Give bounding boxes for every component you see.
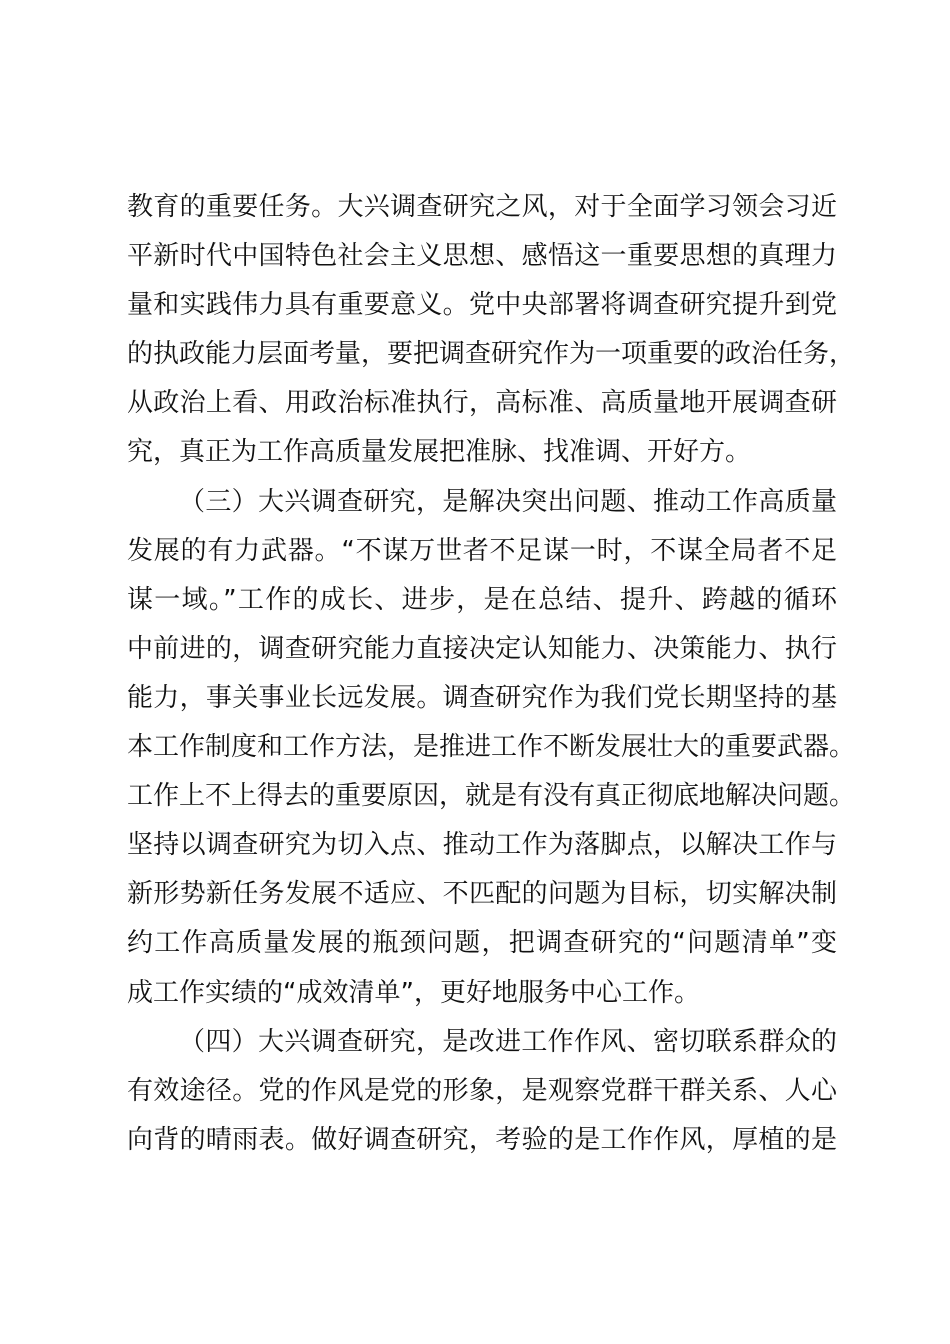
text-line: 有效途径。党的作风是党的形象，是观察党群干群关系、人心: [127, 1075, 837, 1106]
paragraph-heading-line: （三）大兴调查研究，是解决突出问题、推动工作高质量: [179, 486, 837, 517]
text-line: 工作上不上得去的重要原因，就是有没有真正彻底地解决问题。: [127, 781, 856, 812]
text-line: 发展的有力武器。“不谋万世者不足谋一时，不谋全局者不足: [127, 535, 837, 566]
text-line: 教育的重要任务。大兴调查研究之风，对于全面学习领会习近: [127, 192, 837, 222]
text-line: 平新时代中国特色社会主义思想、感悟这一重要思想的真理力: [127, 241, 837, 272]
text-line: 约工作高质量发展的瓶颈问题，把调查研究的“问题清单”变: [127, 928, 837, 959]
text-line: 量和实践伟力具有重要意义。党中央部署将调查研究提升到党: [127, 290, 837, 321]
text-line: 坚持以调查研究为切入点、推动工作为落脚点，以解决工作与: [127, 830, 837, 861]
text-line: 究，真正为工作高质量发展把准脉、找准调、开好方。: [127, 437, 752, 468]
text-line: 从政治上看、用政治标准执行，高标准、高质量地开展调查研: [127, 388, 837, 419]
text-line: 中前进的，调查研究能力直接决定认知能力、决策能力、执行: [127, 633, 837, 664]
paragraph-heading-line: （四）大兴调查研究，是改进工作作风、密切联系群众的: [179, 1026, 837, 1057]
body-text: [127, 183, 856, 1165]
text-line: 本工作制度和工作方法，是推进工作不断发展壮大的重要武器。: [127, 732, 856, 763]
text-line: 新形势新任务发展不适应、不匹配的问题为目标，切实解决制: [127, 879, 837, 910]
text-line: 能力，事关事业长远发展。调查研究作为我们党长期坚持的基: [127, 682, 837, 713]
text-line: 成工作实绩的“成效清单”，更好地服务中心工作。: [127, 977, 700, 1008]
text-line: 的执政能力层面考量，要把调查研究作为一项重要的政治任务，: [127, 339, 856, 370]
text-line: 谋一域。”工作的成长、进步，是在总结、提升、跨越的循环: [127, 584, 837, 615]
text-line: 向背的晴雨表。做好调查研究，考验的是工作作风，厚植的是: [127, 1124, 837, 1155]
